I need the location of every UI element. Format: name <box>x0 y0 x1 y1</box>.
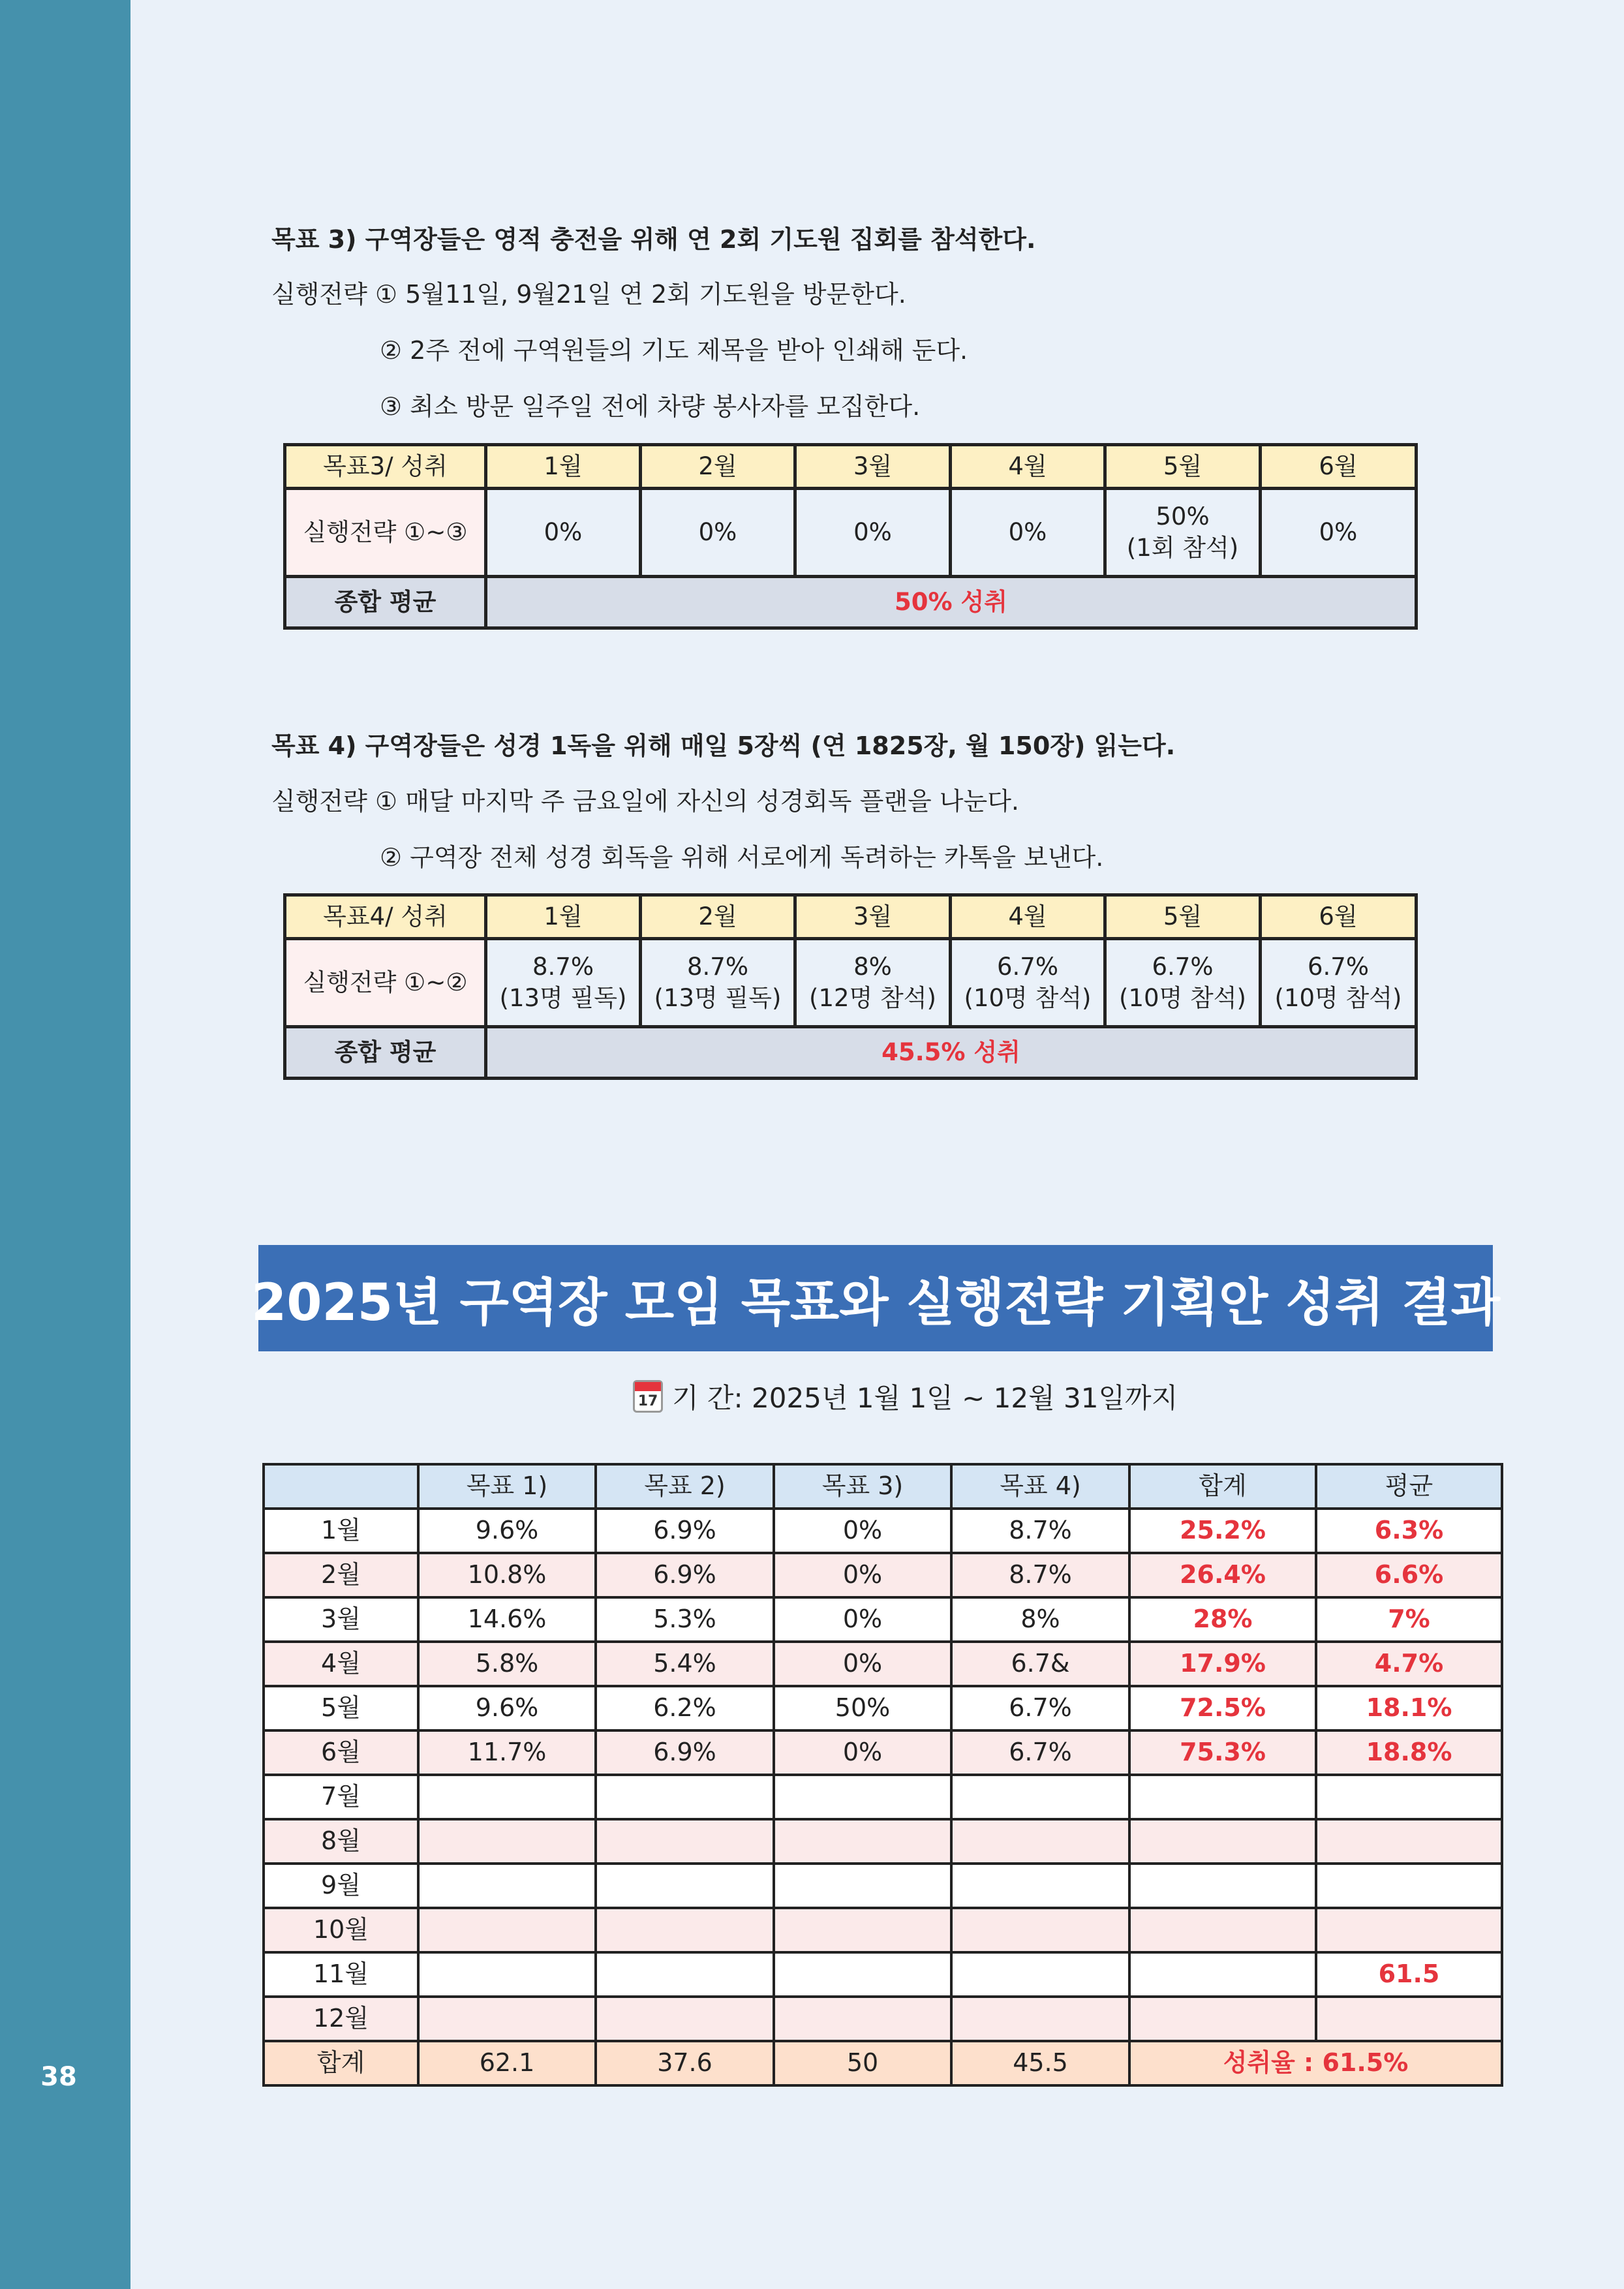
summary-total-label: 합계 <box>264 2041 418 2085</box>
summary-cell <box>1316 1819 1502 1864</box>
summary-cell <box>418 1775 596 1819</box>
summary-month-label: 1월 <box>264 1509 418 1553</box>
summary-cell: 6.2% <box>596 1686 774 1730</box>
summary-cell <box>1129 1819 1316 1864</box>
summary-cell: 17.9% <box>1129 1642 1316 1686</box>
summary-cell: 28% <box>1129 1597 1316 1642</box>
goal4-strategy-line-1 <box>271 781 1019 817</box>
summary-total-row <box>264 2041 1502 2085</box>
summary-header-cell: 목표 2) <box>596 1464 774 1509</box>
summary-month-label: 9월 <box>264 1864 418 1908</box>
summary-cell: 9.6% <box>418 1686 596 1730</box>
goal3-cell-main: 0% <box>853 517 892 546</box>
summary-cell <box>951 1952 1129 1997</box>
goal4-header-cell: 4월 <box>951 895 1105 939</box>
summary-cell: 0% <box>774 1509 951 1553</box>
goal4-cell-main: 6.7% <box>997 952 1058 981</box>
summary-month-row <box>264 1597 1502 1642</box>
goal3-cell <box>795 489 951 577</box>
summary-cell <box>774 1775 951 1819</box>
goal4-cell-main: 8.7% <box>532 952 594 981</box>
goal3-summary-label: 종합 평균 <box>285 577 486 628</box>
summary-cell <box>1129 1952 1316 1997</box>
goal3-header-cell: 2월 <box>641 445 795 489</box>
summary-cell <box>1129 1864 1316 1908</box>
goal3-table-header <box>285 445 1417 489</box>
summary-cell <box>1316 1775 1502 1819</box>
summary-month-row <box>264 1686 1502 1730</box>
summary-cell: 26.4% <box>1129 1553 1316 1597</box>
goal3-cell <box>1261 489 1417 577</box>
summary-cell: 10.8% <box>418 1553 596 1597</box>
summary-month-label: 10월 <box>264 1908 418 1952</box>
summary-cell: 61.5 <box>1316 1952 1502 1997</box>
goal3-strategy-2: ② 2주 전에 구역원들의 기도 제목을 받아 인쇄해 둔다. <box>380 336 968 365</box>
goal3-row-label: 실행전략 ①~③ <box>285 489 486 577</box>
summary-month-row <box>264 1952 1502 1997</box>
summary-cell: 5.8% <box>418 1642 596 1686</box>
summary-cell <box>951 1819 1129 1864</box>
summary-total-cell: 50 <box>774 2041 951 2085</box>
summary-cell <box>418 1997 596 2041</box>
summary-month-row <box>264 1864 1502 1908</box>
summary-cell <box>774 1819 951 1864</box>
summary-cell <box>1129 1908 1316 1952</box>
summary-cell <box>418 1952 596 1997</box>
summary-cell: 0% <box>774 1730 951 1775</box>
goal4-header-cell: 6월 <box>1261 895 1417 939</box>
goal4-strategy-2: ② 구역장 전체 성경 회독을 위해 서로에게 독려하는 카톡을 보낸다. <box>380 843 1104 872</box>
summary-cell: 0% <box>774 1642 951 1686</box>
summary-month-label: 2월 <box>264 1553 418 1597</box>
goal3-strategy-line-1 <box>271 274 906 310</box>
summary-cell <box>596 1908 774 1952</box>
page-number: 38 <box>40 2062 77 2092</box>
goal4-cell <box>641 939 795 1027</box>
summary-cell: 6.3% <box>1316 1509 1502 1553</box>
goal4-cell-sub: (10명 참석) <box>1119 984 1246 1012</box>
goal3-header-cell: 3월 <box>795 445 951 489</box>
goal4-table-header <box>285 895 1417 939</box>
summary-month-row <box>264 1642 1502 1686</box>
summary-cell: 5.3% <box>596 1597 774 1642</box>
summary-cell: 50% <box>774 1686 951 1730</box>
goal4-row-label: 실행전략 ①~② <box>285 939 486 1027</box>
summary-cell: 8% <box>951 1597 1129 1642</box>
summary-cell: 0% <box>774 1553 951 1597</box>
summary-month-label: 7월 <box>264 1775 418 1819</box>
summary-month-row <box>264 1730 1502 1775</box>
goal4-cell <box>486 939 641 1027</box>
period-text: 기 간: 2025년 1월 1일 ~ 12월 31일까지 <box>672 1382 1178 1414</box>
summary-cell <box>596 1952 774 1997</box>
summary-cell: 4.7% <box>1316 1642 1502 1686</box>
goal3-cell <box>641 489 795 577</box>
summary-month-row <box>264 1819 1502 1864</box>
goal4-cell-main: 6.7% <box>1308 952 1369 981</box>
summary-cell: 5.4% <box>596 1642 774 1686</box>
summary-cell: 72.5% <box>1129 1686 1316 1730</box>
goal4-cell-main: 8% <box>853 952 892 981</box>
summary-cell: 6.9% <box>596 1509 774 1553</box>
goal3-cell-main: 0% <box>1008 517 1047 546</box>
goal4-cell <box>795 939 951 1027</box>
goal4-summary-row <box>285 1027 1417 1079</box>
summary-header-cell: 합계 <box>1129 1464 1316 1509</box>
summary-cell <box>1129 1775 1316 1819</box>
summary-cell: 18.8% <box>1316 1730 1502 1775</box>
goal3-strategy-3: ③ 최소 방문 일주일 전에 차량 봉사자를 모집한다. <box>380 392 921 421</box>
goal4-cell-sub: (13명 필독) <box>654 984 782 1012</box>
goal4-cell <box>951 939 1105 1027</box>
summary-cell <box>596 1864 774 1908</box>
summary-total-cell: 45.5 <box>951 2041 1129 2085</box>
goal3-cell-sub: (1회 참석) <box>1126 534 1239 562</box>
summary-cell: 0% <box>774 1597 951 1642</box>
goal3-summary-value: 50% 성취 <box>486 577 1417 628</box>
goal4-header-cell: 5월 <box>1105 895 1261 939</box>
goal4-table <box>283 893 1418 1080</box>
goal3-cell <box>951 489 1105 577</box>
goal4-cell-sub: (13명 필독) <box>499 984 627 1012</box>
summary-month-label: 8월 <box>264 1819 418 1864</box>
summary-header-cell: 목표 1) <box>418 1464 596 1509</box>
goal3-header-cell: 5월 <box>1105 445 1261 489</box>
summary-cell <box>596 1819 774 1864</box>
summary-cell <box>951 1864 1129 1908</box>
summary-month-label: 6월 <box>264 1730 418 1775</box>
summary-cell: 8.7% <box>951 1509 1129 1553</box>
summary-header-cell: 평균 <box>1316 1464 1502 1509</box>
summary-cell: 75.3% <box>1129 1730 1316 1775</box>
summary-cell: 6.9% <box>596 1553 774 1597</box>
summary-cell: 14.6% <box>418 1597 596 1642</box>
goal3-cell-main: 0% <box>1319 517 1358 546</box>
goal4-header-cell: 목표4/ 성취 <box>285 895 486 939</box>
summary-month-row <box>264 1908 1502 1952</box>
summary-cell <box>418 1908 596 1952</box>
summary-cell: 6.7% <box>951 1730 1129 1775</box>
goal4-cell-main: 8.7% <box>687 952 748 981</box>
summary-cell <box>774 1908 951 1952</box>
summary-cell <box>774 1864 951 1908</box>
summary-header-row <box>264 1464 1502 1509</box>
summary-total-cell: 62.1 <box>418 2041 596 2085</box>
results-banner-title: 2025년 구역장 모임 목표와 실행전략 기획안 성취 결과 <box>258 1245 1493 1351</box>
goal3-header-cell: 1월 <box>486 445 641 489</box>
goal4-title: 목표 4) 구역장들은 성경 1독을 위해 매일 5장씩 (연 1825장, 월 150장) 읽는다. <box>271 731 1176 760</box>
summary-table <box>262 1463 1503 2087</box>
goal4-cell <box>1105 939 1261 1027</box>
summary-cell <box>951 1775 1129 1819</box>
goal4-strategy-prefix: 실행전략 <box>271 787 367 816</box>
goal4-cell-sub: (10명 참석) <box>1274 984 1402 1012</box>
summary-cell: 8.7% <box>951 1553 1129 1597</box>
goal3-cell-main: 0% <box>698 517 737 546</box>
summary-cell <box>1129 1997 1316 2041</box>
summary-header-cell <box>264 1464 418 1509</box>
summary-month-row <box>264 1509 1502 1553</box>
summary-cell: 6.7% <box>951 1686 1129 1730</box>
goal4-header-cell: 3월 <box>795 895 951 939</box>
summary-cell <box>1316 1908 1502 1952</box>
summary-cell <box>596 1997 774 2041</box>
summary-table-body <box>264 1464 1502 2085</box>
goal4-header-cell: 1월 <box>486 895 641 939</box>
summary-cell <box>596 1775 774 1819</box>
sidebar-strip <box>0 0 130 2289</box>
goal4-summary-label: 종합 평균 <box>285 1027 486 1079</box>
summary-cell <box>774 1997 951 2041</box>
summary-cell: 6.7& <box>951 1642 1129 1686</box>
goal3-cell <box>486 489 641 577</box>
goal4-summary-value: 45.5% 성취 <box>486 1027 1417 1079</box>
goal4-table-row <box>285 939 1417 1027</box>
summary-header-cell: 목표 3) <box>774 1464 951 1509</box>
summary-cell: 6.9% <box>596 1730 774 1775</box>
summary-cell: 9.6% <box>418 1509 596 1553</box>
goal3-cell-main: 0% <box>544 517 583 546</box>
goal3-cell <box>1105 489 1261 577</box>
summary-cell: 18.1% <box>1316 1686 1502 1730</box>
summary-header-cell: 목표 4) <box>951 1464 1129 1509</box>
summary-month-label: 11월 <box>264 1952 418 1997</box>
calendar-icon-day: 17 <box>637 1393 658 1409</box>
summary-cell <box>418 1819 596 1864</box>
summary-cell: 7% <box>1316 1597 1502 1642</box>
goal3-header-cell: 6월 <box>1261 445 1417 489</box>
summary-month-label: 4월 <box>264 1642 418 1686</box>
summary-month-label: 3월 <box>264 1597 418 1642</box>
goal4-cell <box>1261 939 1417 1027</box>
goal3-strategy-1: ① 5월11일, 9월21일 연 2회 기도원을 방문한다. <box>375 280 906 309</box>
summary-cell <box>418 1864 596 1908</box>
goal4-cell-sub: (10명 참석) <box>964 984 1092 1012</box>
goal4-cell-main: 6.7% <box>1152 952 1214 981</box>
summary-cell <box>1316 1864 1502 1908</box>
summary-month-row <box>264 1775 1502 1819</box>
summary-cell <box>774 1952 951 1997</box>
summary-cell <box>1316 1997 1502 2041</box>
summary-cell: 25.2% <box>1129 1509 1316 1553</box>
summary-month-label: 5월 <box>264 1686 418 1730</box>
calendar-icon <box>633 1380 663 1413</box>
goal3-title: 목표 3) 구역장들은 영적 충전을 위해 연 2회 기도원 집회를 참석한다. <box>271 225 1036 254</box>
summary-cell: 11.7% <box>418 1730 596 1775</box>
goal3-header-cell: 목표3/ 성취 <box>285 445 486 489</box>
summary-achievement-rate: 성취율 : 61.5% <box>1129 2041 1502 2085</box>
goal3-summary-row <box>285 577 1417 628</box>
summary-month-row <box>264 1553 1502 1597</box>
summary-cell: 6.6% <box>1316 1553 1502 1597</box>
period-line <box>633 1377 1178 1416</box>
goal4-strategy-1: ① 매달 마지막 주 금요일에 자신의 성경회독 플랜을 나눈다. <box>375 787 1020 816</box>
goal3-header-cell: 4월 <box>951 445 1105 489</box>
summary-month-row <box>264 1997 1502 2041</box>
summary-total-cell: 37.6 <box>596 2041 774 2085</box>
summary-cell <box>951 1997 1129 2041</box>
goal3-table <box>283 443 1418 630</box>
goal3-table-row <box>285 489 1417 577</box>
summary-month-label: 12월 <box>264 1997 418 2041</box>
goal3-cell-main: 50% <box>1156 502 1210 530</box>
goal4-header-cell: 2월 <box>641 895 795 939</box>
goal4-cell-sub: (12명 참석) <box>809 984 936 1012</box>
summary-cell <box>951 1908 1129 1952</box>
goal3-strategy-prefix: 실행전략 <box>271 280 367 309</box>
